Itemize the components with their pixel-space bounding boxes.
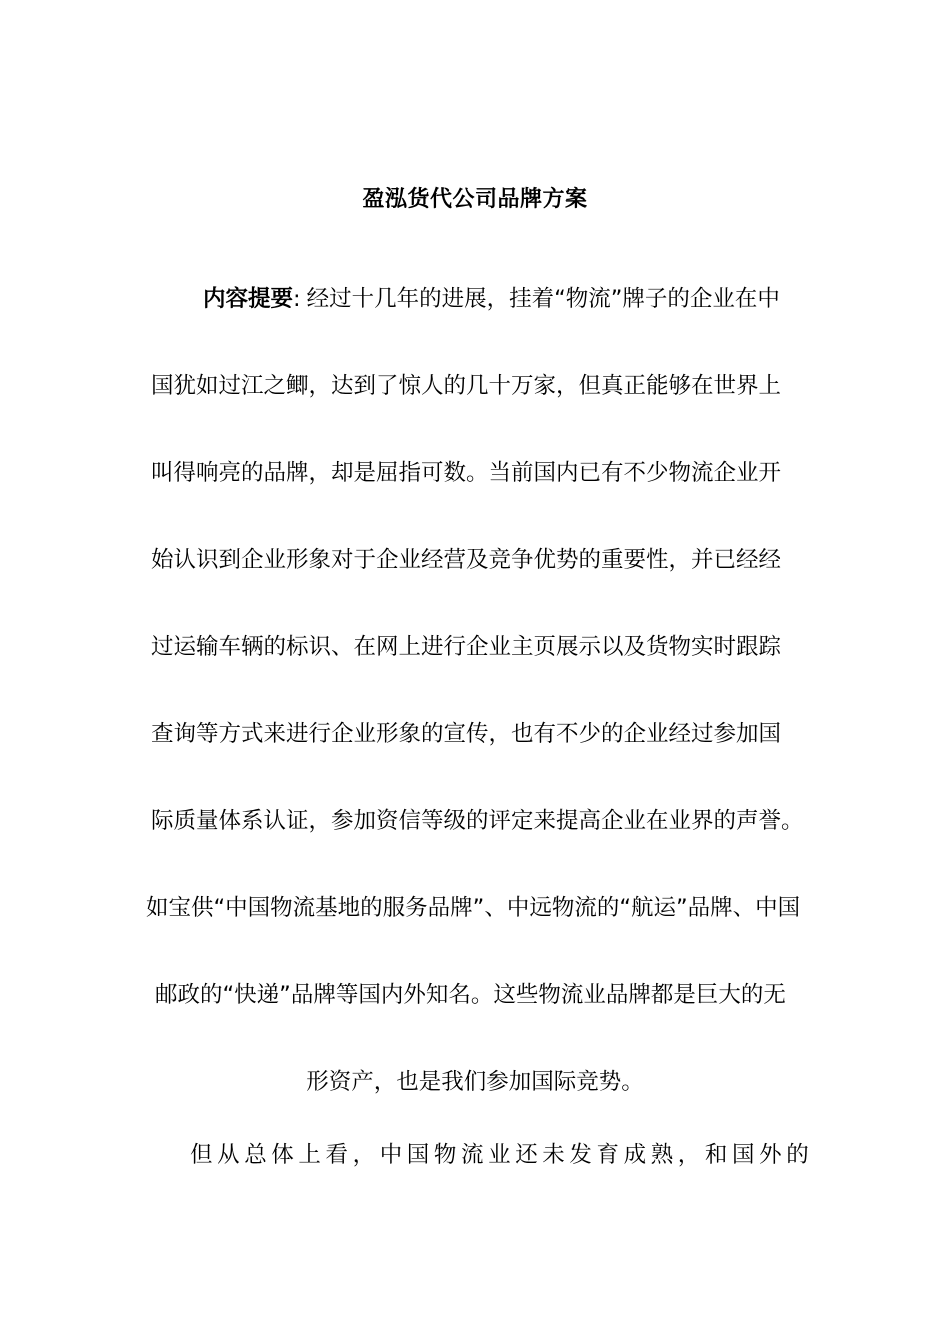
- abstract-line-4: 始认识到企业形象对于企业经营及竞争优势的重要性，并已经经: [151, 547, 782, 573]
- paragraph-2-line-1: 但从总体上看，中国物流业还未发育成熟，和国外的: [190, 1142, 814, 1168]
- abstract-line-6: 查询等方式来进行企业形象的宣传，也有不少的企业经过参加国: [151, 721, 782, 747]
- abstract-colon: :: [293, 286, 301, 312]
- abstract-line-2: 国犹如过江之鲫，达到了惊人的几十万家，但真正能够在世界上: [151, 373, 782, 399]
- abstract-label: 内容提要: [203, 286, 294, 312]
- document-title: 盈泓货代公司品牌方案: [362, 187, 588, 212]
- abstract-line-3: 叫得响亮的品牌，却是屈指可数。当前国内已有不少物流企业开: [151, 460, 782, 486]
- abstract-text-1: 经过十几年的进展，挂着“物流”牌子的企业在中: [306, 286, 780, 312]
- abstract-line-1: [203, 282, 780, 316]
- abstract-line-9: 邮政的“快递”品牌等国内外知名。这些物流业品牌都是巨大的无: [155, 982, 786, 1008]
- abstract-line-7: 际质量体系认证，参加资信等级的评定来提高企业在业界的声誉。: [151, 808, 804, 834]
- abstract-line-8: 如宝供“中国物流基地的服务品牌”、中远物流的“航运”品牌、中国: [146, 895, 801, 921]
- abstract-line-10: 形资产，也是我们参加国际竞势。: [306, 1069, 644, 1095]
- abstract-line-5: 过运输车辆的标识、在网上进行企业主页展示以及货物实时跟踪: [151, 634, 782, 660]
